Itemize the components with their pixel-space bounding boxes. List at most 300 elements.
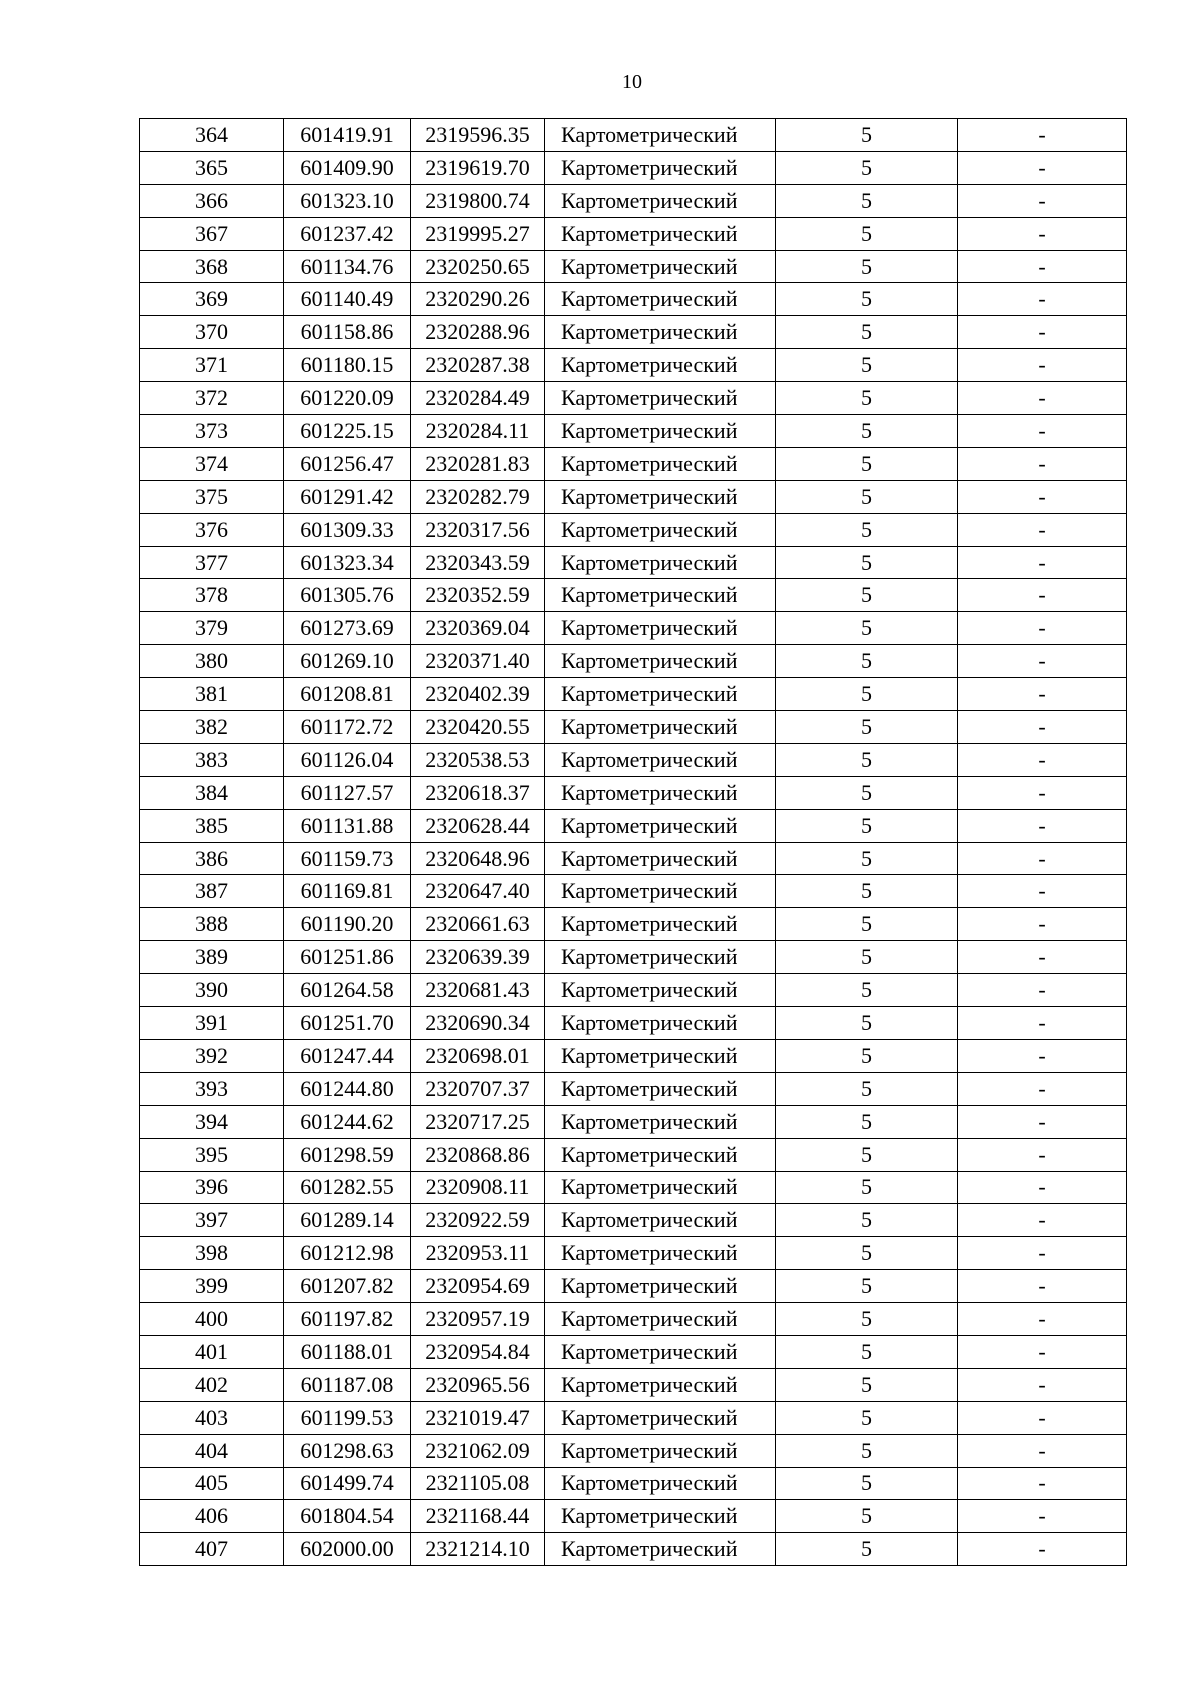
y-coordinate-cell: 2321105.08 [411,1467,545,1500]
note-cell: - [958,480,1127,513]
x-coordinate-cell: 601237.42 [284,217,411,250]
y-coordinate-cell: 2319619.70 [411,151,545,184]
y-coordinate-cell: 2321214.10 [411,1533,545,1566]
accuracy-cell: 5 [776,1533,958,1566]
table-row [140,184,1127,217]
method-cell: Картометрический [545,711,776,744]
method-cell: Картометрический [545,546,776,579]
y-coordinate-cell: 2320352.59 [411,579,545,612]
table-row [140,711,1127,744]
y-coordinate-cell: 2320908.11 [411,1171,545,1204]
table-row [140,415,1127,448]
method-cell: Картометрический [545,513,776,546]
y-coordinate-cell: 2320290.26 [411,283,545,316]
method-cell: Картометрический [545,1105,776,1138]
point-number-cell: 370 [140,316,284,349]
coordinates-table [139,118,1127,1566]
table-row [140,809,1127,842]
y-coordinate-cell: 2321019.47 [411,1401,545,1434]
point-number-cell: 368 [140,250,284,283]
x-coordinate-cell: 601323.34 [284,546,411,579]
table-row [140,908,1127,941]
note-cell: - [958,1467,1127,1500]
accuracy-cell: 5 [776,1401,958,1434]
accuracy-cell: 5 [776,612,958,645]
y-coordinate-cell: 2320954.84 [411,1335,545,1368]
note-cell: - [958,908,1127,941]
method-cell: Картометрический [545,809,776,842]
point-number-cell: 372 [140,382,284,415]
point-number-cell: 388 [140,908,284,941]
x-coordinate-cell: 601419.91 [284,119,411,152]
method-cell: Картометрический [545,447,776,480]
x-coordinate-cell: 601190.20 [284,908,411,941]
method-cell: Картометрический [545,974,776,1007]
point-number-cell: 375 [140,480,284,513]
point-number-cell: 378 [140,579,284,612]
note-cell: - [958,1270,1127,1303]
note-cell: - [958,119,1127,152]
note-cell: - [958,974,1127,1007]
method-cell: Картометрический [545,415,776,448]
note-cell: - [958,1434,1127,1467]
x-coordinate-cell: 601269.10 [284,645,411,678]
point-number-cell: 377 [140,546,284,579]
method-cell: Картометрический [545,1039,776,1072]
accuracy-cell: 5 [776,743,958,776]
table-row [140,1105,1127,1138]
x-coordinate-cell: 601251.70 [284,1007,411,1040]
x-coordinate-cell: 601256.47 [284,447,411,480]
point-number-cell: 366 [140,184,284,217]
method-cell: Картометрический [545,1500,776,1533]
table-row [140,1204,1127,1237]
table-row [140,283,1127,316]
method-cell: Картометрический [545,579,776,612]
accuracy-cell: 5 [776,1039,958,1072]
note-cell: - [958,1204,1127,1237]
accuracy-cell: 5 [776,1335,958,1368]
point-number-cell: 371 [140,349,284,382]
table-row [140,974,1127,1007]
note-cell: - [958,513,1127,546]
x-coordinate-cell: 601199.53 [284,1401,411,1434]
table-row [140,1303,1127,1336]
table-row [140,645,1127,678]
accuracy-cell: 5 [776,382,958,415]
table-row [140,349,1127,382]
y-coordinate-cell: 2320287.38 [411,349,545,382]
x-coordinate-cell: 601180.15 [284,349,411,382]
x-coordinate-cell: 601251.86 [284,941,411,974]
y-coordinate-cell: 2320284.11 [411,415,545,448]
x-coordinate-cell: 601409.90 [284,151,411,184]
point-number-cell: 394 [140,1105,284,1138]
method-cell: Картометрический [545,1204,776,1237]
x-coordinate-cell: 601225.15 [284,415,411,448]
table-row [140,776,1127,809]
y-coordinate-cell: 2321062.09 [411,1434,545,1467]
method-cell: Картометрический [545,1434,776,1467]
point-number-cell: 407 [140,1533,284,1566]
y-coordinate-cell: 2320420.55 [411,711,545,744]
x-coordinate-cell: 601244.80 [284,1072,411,1105]
table-row [140,151,1127,184]
point-number-cell: 402 [140,1368,284,1401]
note-cell: - [958,645,1127,678]
x-coordinate-cell: 601305.76 [284,579,411,612]
table-row [140,1270,1127,1303]
table-row [140,250,1127,283]
accuracy-cell: 5 [776,119,958,152]
y-coordinate-cell: 2320868.86 [411,1138,545,1171]
method-cell: Картометрический [545,151,776,184]
method-cell: Картометрический [545,1368,776,1401]
table-row [140,1007,1127,1040]
y-coordinate-cell: 2321168.44 [411,1500,545,1533]
point-number-cell: 376 [140,513,284,546]
x-coordinate-cell: 601159.73 [284,842,411,875]
table-row [140,579,1127,612]
note-cell: - [958,678,1127,711]
note-cell: - [958,1368,1127,1401]
accuracy-cell: 5 [776,1171,958,1204]
table-row [140,447,1127,480]
method-cell: Картометрический [545,1335,776,1368]
x-coordinate-cell: 601158.86 [284,316,411,349]
note-cell: - [958,1303,1127,1336]
note-cell: - [958,1072,1127,1105]
accuracy-cell: 5 [776,842,958,875]
point-number-cell: 400 [140,1303,284,1336]
x-coordinate-cell: 601126.04 [284,743,411,776]
y-coordinate-cell: 2320707.37 [411,1072,545,1105]
point-number-cell: 367 [140,217,284,250]
note-cell: - [958,842,1127,875]
y-coordinate-cell: 2320282.79 [411,480,545,513]
accuracy-cell: 5 [776,349,958,382]
table-row [140,875,1127,908]
accuracy-cell: 5 [776,809,958,842]
accuracy-cell: 5 [776,546,958,579]
method-cell: Картометрический [545,1237,776,1270]
x-coordinate-cell: 601127.57 [284,776,411,809]
y-coordinate-cell: 2320371.40 [411,645,545,678]
point-number-cell: 386 [140,842,284,875]
accuracy-cell: 5 [776,875,958,908]
note-cell: - [958,1007,1127,1040]
method-cell: Картометрический [545,184,776,217]
note-cell: - [958,579,1127,612]
accuracy-cell: 5 [776,415,958,448]
y-coordinate-cell: 2319596.35 [411,119,545,152]
method-cell: Картометрический [545,1171,776,1204]
y-coordinate-cell: 2320538.53 [411,743,545,776]
coordinates-table-body [140,119,1127,1566]
table-row [140,678,1127,711]
method-cell: Картометрический [545,1533,776,1566]
note-cell: - [958,217,1127,250]
y-coordinate-cell: 2320402.39 [411,678,545,711]
x-coordinate-cell: 601273.69 [284,612,411,645]
y-coordinate-cell: 2320628.44 [411,809,545,842]
table-row [140,941,1127,974]
point-number-cell: 389 [140,941,284,974]
note-cell: - [958,382,1127,415]
x-coordinate-cell: 601282.55 [284,1171,411,1204]
point-number-cell: 385 [140,809,284,842]
point-number-cell: 382 [140,711,284,744]
point-number-cell: 405 [140,1467,284,1500]
x-coordinate-cell: 601298.63 [284,1434,411,1467]
accuracy-cell: 5 [776,217,958,250]
method-cell: Картометрический [545,908,776,941]
y-coordinate-cell: 2320681.43 [411,974,545,1007]
accuracy-cell: 5 [776,678,958,711]
y-coordinate-cell: 2320922.59 [411,1204,545,1237]
y-coordinate-cell: 2319800.74 [411,184,545,217]
x-coordinate-cell: 601499.74 [284,1467,411,1500]
method-cell: Картометрический [545,217,776,250]
point-number-cell: 397 [140,1204,284,1237]
y-coordinate-cell: 2320953.11 [411,1237,545,1270]
note-cell: - [958,1500,1127,1533]
point-number-cell: 364 [140,119,284,152]
accuracy-cell: 5 [776,1072,958,1105]
table-row [140,1401,1127,1434]
point-number-cell: 379 [140,612,284,645]
accuracy-cell: 5 [776,283,958,316]
accuracy-cell: 5 [776,645,958,678]
method-cell: Картометрический [545,743,776,776]
point-number-cell: 381 [140,678,284,711]
point-number-cell: 398 [140,1237,284,1270]
y-coordinate-cell: 2319995.27 [411,217,545,250]
point-number-cell: 393 [140,1072,284,1105]
point-number-cell: 383 [140,743,284,776]
note-cell: - [958,612,1127,645]
point-number-cell: 390 [140,974,284,1007]
note-cell: - [958,1237,1127,1270]
accuracy-cell: 5 [776,776,958,809]
method-cell: Картометрический [545,1303,776,1336]
point-number-cell: 387 [140,875,284,908]
method-cell: Картометрический [545,1007,776,1040]
point-number-cell: 384 [140,776,284,809]
accuracy-cell: 5 [776,1007,958,1040]
y-coordinate-cell: 2320957.19 [411,1303,545,1336]
note-cell: - [958,743,1127,776]
y-coordinate-cell: 2320343.59 [411,546,545,579]
x-coordinate-cell: 601291.42 [284,480,411,513]
accuracy-cell: 5 [776,711,958,744]
accuracy-cell: 5 [776,184,958,217]
accuracy-cell: 5 [776,1237,958,1270]
note-cell: - [958,776,1127,809]
point-number-cell: 369 [140,283,284,316]
table-row [140,1500,1127,1533]
x-coordinate-cell: 601309.33 [284,513,411,546]
accuracy-cell: 5 [776,1105,958,1138]
x-coordinate-cell: 601140.49 [284,283,411,316]
y-coordinate-cell: 2320647.40 [411,875,545,908]
x-coordinate-cell: 601298.59 [284,1138,411,1171]
table-row [140,1533,1127,1566]
note-cell: - [958,1105,1127,1138]
table-row [140,480,1127,513]
x-coordinate-cell: 601188.01 [284,1335,411,1368]
accuracy-cell: 5 [776,974,958,1007]
x-coordinate-cell: 601208.81 [284,678,411,711]
accuracy-cell: 5 [776,1434,958,1467]
method-cell: Картометрический [545,941,776,974]
note-cell: - [958,447,1127,480]
note-cell: - [958,151,1127,184]
method-cell: Картометрический [545,316,776,349]
table-row [140,1467,1127,1500]
note-cell: - [958,250,1127,283]
method-cell: Картометрический [545,1467,776,1500]
method-cell: Картометрический [545,1401,776,1434]
point-number-cell: 399 [140,1270,284,1303]
x-coordinate-cell: 602000.00 [284,1533,411,1566]
note-cell: - [958,415,1127,448]
note-cell: - [958,1335,1127,1368]
method-cell: Картометрический [545,1270,776,1303]
table-row [140,1434,1127,1467]
x-coordinate-cell: 601264.58 [284,974,411,1007]
y-coordinate-cell: 2320618.37 [411,776,545,809]
note-cell: - [958,184,1127,217]
x-coordinate-cell: 601323.10 [284,184,411,217]
y-coordinate-cell: 2320281.83 [411,447,545,480]
accuracy-cell: 5 [776,250,958,283]
y-coordinate-cell: 2320317.56 [411,513,545,546]
method-cell: Картометрический [545,842,776,875]
accuracy-cell: 5 [776,316,958,349]
method-cell: Картометрический [545,382,776,415]
note-cell: - [958,809,1127,842]
accuracy-cell: 5 [776,941,958,974]
method-cell: Картометрический [545,1138,776,1171]
accuracy-cell: 5 [776,579,958,612]
point-number-cell: 374 [140,447,284,480]
y-coordinate-cell: 2320965.56 [411,1368,545,1401]
point-number-cell: 365 [140,151,284,184]
y-coordinate-cell: 2320698.01 [411,1039,545,1072]
table-row [140,546,1127,579]
x-coordinate-cell: 601212.98 [284,1237,411,1270]
table-row [140,1039,1127,1072]
note-cell: - [958,546,1127,579]
x-coordinate-cell: 601187.08 [284,1368,411,1401]
point-number-cell: 396 [140,1171,284,1204]
note-cell: - [958,875,1127,908]
x-coordinate-cell: 601169.81 [284,875,411,908]
accuracy-cell: 5 [776,1368,958,1401]
table-row [140,1335,1127,1368]
y-coordinate-cell: 2320250.65 [411,250,545,283]
x-coordinate-cell: 601172.72 [284,711,411,744]
accuracy-cell: 5 [776,480,958,513]
point-number-cell: 391 [140,1007,284,1040]
method-cell: Картометрический [545,875,776,908]
table-row [140,1237,1127,1270]
y-coordinate-cell: 2320369.04 [411,612,545,645]
note-cell: - [958,711,1127,744]
x-coordinate-cell: 601804.54 [284,1500,411,1533]
method-cell: Картометрический [545,1072,776,1105]
y-coordinate-cell: 2320288.96 [411,316,545,349]
method-cell: Картометрический [545,283,776,316]
method-cell: Картометрический [545,349,776,382]
y-coordinate-cell: 2320284.49 [411,382,545,415]
x-coordinate-cell: 601289.14 [284,1204,411,1237]
method-cell: Картометрический [545,250,776,283]
x-coordinate-cell: 601207.82 [284,1270,411,1303]
table-row [140,1072,1127,1105]
point-number-cell: 392 [140,1039,284,1072]
accuracy-cell: 5 [776,1270,958,1303]
point-number-cell: 373 [140,415,284,448]
accuracy-cell: 5 [776,151,958,184]
note-cell: - [958,941,1127,974]
table-row [140,1171,1127,1204]
table-row [140,1138,1127,1171]
note-cell: - [958,1533,1127,1566]
table-row [140,1368,1127,1401]
y-coordinate-cell: 2320690.34 [411,1007,545,1040]
table-row [140,316,1127,349]
table-row [140,382,1127,415]
point-number-cell: 395 [140,1138,284,1171]
note-cell: - [958,1401,1127,1434]
note-cell: - [958,1138,1127,1171]
point-number-cell: 406 [140,1500,284,1533]
table-row [140,119,1127,152]
note-cell: - [958,316,1127,349]
accuracy-cell: 5 [776,1500,958,1533]
point-number-cell: 404 [140,1434,284,1467]
page-number: 10 [622,71,642,93]
x-coordinate-cell: 601220.09 [284,382,411,415]
accuracy-cell: 5 [776,1467,958,1500]
table-row [140,513,1127,546]
accuracy-cell: 5 [776,447,958,480]
accuracy-cell: 5 [776,1138,958,1171]
y-coordinate-cell: 2320661.63 [411,908,545,941]
x-coordinate-cell: 601197.82 [284,1303,411,1336]
table-row [140,743,1127,776]
table-row [140,842,1127,875]
method-cell: Картометрический [545,612,776,645]
table-row [140,612,1127,645]
point-number-cell: 403 [140,1401,284,1434]
accuracy-cell: 5 [776,1303,958,1336]
table-row [140,217,1127,250]
note-cell: - [958,1039,1127,1072]
note-cell: - [958,283,1127,316]
y-coordinate-cell: 2320954.69 [411,1270,545,1303]
y-coordinate-cell: 2320717.25 [411,1105,545,1138]
accuracy-cell: 5 [776,513,958,546]
point-number-cell: 380 [140,645,284,678]
x-coordinate-cell: 601134.76 [284,250,411,283]
method-cell: Картометрический [545,645,776,678]
accuracy-cell: 5 [776,908,958,941]
method-cell: Картометрический [545,776,776,809]
y-coordinate-cell: 2320639.39 [411,941,545,974]
